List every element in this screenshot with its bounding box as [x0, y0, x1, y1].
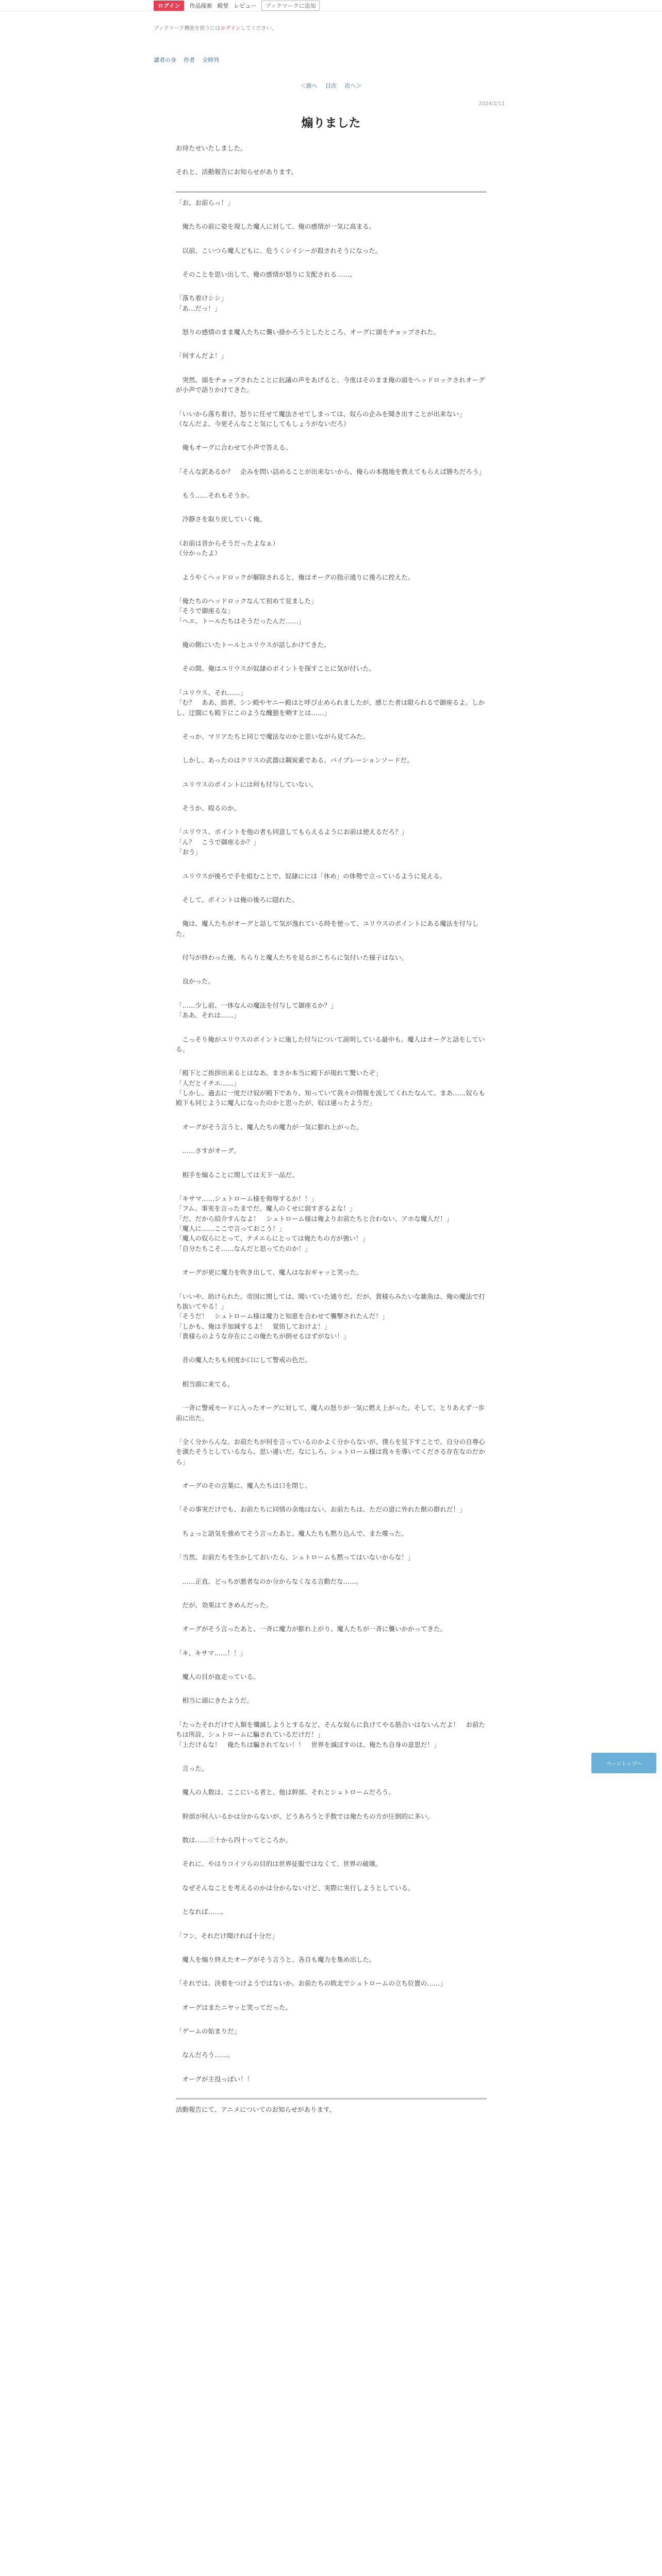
- body-paragraph: ようやくヘッドロックが解除されると、俺はオーグの指示通りに後ろに控えた。: [176, 573, 415, 581]
- body-paragraph: ユリウスが後ろで手を組むことで、奴隷にには「休め」の体勢で立っているように見える。: [176, 872, 446, 880]
- body-paragraph: 「俺たちのヘッドロックなんて初めて見ました」 「そうで御座るな」 「ヘエ、トールたちはそうだったんだ……」: [176, 597, 318, 625]
- hall-link[interactable]: 殿堂: [217, 2, 229, 9]
- body-paragraph: オーグがそう言うと、魔人たちの魔力が一気に膨れ上がった。: [176, 1123, 363, 1131]
- pager-top: [0, 81, 662, 90]
- body-paragraph: 一斉に警戒モードに入ったオーグに対して、魔人の怒りが一気に燃え上がった。そして、とりあえず一歩前に出た。: [176, 1404, 485, 1422]
- body-paragraph: 「それでは、決着をつけようではないか。お前たちの敗北でシュトロームの立ち位置の……」: [176, 1979, 446, 1988]
- body-paragraph: オーグが更に魔力を吹き出して、魔人はなおギャッと笑った。: [176, 1268, 363, 1277]
- body-paragraph: 「全く分からんな。お前たちが何を言っているのかよく分からないが、僕らを見下すことで、自分の自尊心を満たそうとしているなら、思い違いだ。なにしろ、シュトローム様は我々を導いてくださる存在なのだから」: [176, 1437, 485, 1466]
- body-paragraph: 「たったそれだけで人類を殲滅しようとするなど、そんな奴らに負けてやる筋合いはないんだよ！ お前たちは所詮、シュトロームに騙されているだけだ！」 「上だけるな！ 俺たちは騙されてない！！ 世界を滅ぼすのは、俺たち自身の意思だ！」: [176, 1720, 486, 1749]
- body-paragraph: なぜそんなことを考えるのかは分からないけど、実際に実行しようとしている。: [176, 1884, 415, 1892]
- body-paragraph: 昔の魔人たちも何度か口にして警戒の色だ。: [176, 1356, 311, 1364]
- body-paragraph: オーグはまたニヤッと笑ってだった。: [176, 2003, 292, 2011]
- section-divider: [176, 191, 487, 193]
- body-paragraph: 付与が終わった後、ちらりと魔人たちを見るがこちらに気付いた様子はない。: [176, 954, 408, 961]
- body-paragraph: 数は……三十から四十ってところか。: [176, 1836, 292, 1844]
- body-paragraph: オーグがそう言ったあと、一斉に魔力が膨れ上がり、魔人たちが一斉に襲いかかってきた。: [176, 1625, 447, 1633]
- body-paragraph: そして、ポイントは俺の後ろに隠れた。: [176, 895, 299, 904]
- body-paragraph: 「落ち着けシシ」 「あ…だっ！」: [176, 294, 227, 312]
- notice-text-end: してください。: [240, 26, 277, 31]
- toc-link[interactable]: 目次: [325, 82, 337, 89]
- body-paragraph: ユリウスのポイントには何も付与していない。: [176, 780, 318, 788]
- body-paragraph: 「その事実だけでも、お前たちに同情の余地はない。お前たちは、ただの道に外れた獣の群れだ！」: [176, 1505, 466, 1514]
- body-paragraph: 俺たちの前に姿を現した魔人に対して、俺の感情が一気に高まる。: [176, 223, 376, 231]
- body-paragraph: 活動報告にて、アニメについてのお知らせがあります。: [176, 2106, 336, 2114]
- body-paragraph: だが、効果はてきめんだった。: [176, 1601, 273, 1609]
- works-link[interactable]: 作品探索: [189, 2, 212, 9]
- body-paragraph: もう……それもそうか。: [176, 492, 254, 499]
- body-paragraph: （お前は昔からそうだったよなぁ） （分かったよ）: [176, 539, 279, 557]
- body-paragraph: ……正直、どっちが悪者なのか分からなくなる言動だな……。: [176, 1577, 363, 1585]
- body-paragraph: そうか、殴るのか。: [176, 804, 241, 812]
- body-paragraph: 「当然、お前たちを生かしておいたら、シュトロームも黙ってはいないからな！」: [176, 1553, 415, 1562]
- login-notice: [0, 24, 277, 31]
- body-paragraph: 魔人を煽り終えたオーグがそう言うと、各自も魔力を集め出した。: [176, 1955, 376, 1963]
- body-paragraph: 「何すんだよ！」: [176, 352, 228, 360]
- body-paragraph: 以前、こいつら魔人どもに、危うくシイシーが殺されそうになった。: [176, 246, 382, 255]
- body-paragraph: 「……少し前、一体なんの魔法を付与して御座るか？」 「ああ、それは……」: [176, 1001, 337, 1020]
- body-paragraph: そっか、マリアたちと同じで魔法なのかと思いながら見てみた。: [176, 732, 370, 740]
- login-button[interactable]: ログイン: [154, 1, 184, 11]
- body-paragraph: 良かった。: [176, 977, 215, 986]
- body-paragraph: 「そんな訳あるか？ 企みを問い詰めることが出来ないから、俺らの本拠地を教えてもらえば勝ちだろう」: [176, 467, 486, 476]
- body-paragraph: 相当に頭にきたようだ。: [176, 1697, 254, 1705]
- body-paragraph: 俺の側にいたトールとユリウスが話しかけてきた。: [176, 641, 330, 649]
- chapter-title: 煽りました: [301, 116, 361, 130]
- body-paragraph: お待たせいたしました。: [176, 144, 247, 152]
- publish-date: 2024/2/11: [478, 101, 505, 107]
- chapter-body: [176, 143, 487, 2129]
- body-paragraph: 「お、お前らっ！」: [176, 198, 234, 207]
- top-navigation-bar: [0, 0, 662, 11]
- body-paragraph: その間、俺はユリウスが奴隷のポイントを探すことに気が付いた。: [176, 665, 376, 673]
- body-paragraph: 突然、頭をチョップされたことに抗議の声をあげると、今度はそのまま俺の頭をヘッドロックされオーグが小声で語りかけてきた。: [176, 376, 485, 394]
- next-link[interactable]: 次へ＞: [344, 82, 362, 89]
- page-top-button[interactable]: ページトップへ: [591, 1753, 656, 1773]
- body-paragraph: 相当頭に来てる。: [176, 1380, 234, 1388]
- body-paragraph: 「キ、キサマ……！！」: [176, 1649, 247, 1657]
- body-paragraph: 「殿下とご挨拶出来るとはなあ。まさか本当に殿下が現れて驚いたぞ」 「人だとイチエ……」 「しかし、過去に一度だけ奴が殿下であり、知っていて我々の情報を流してくれたなんて。まあ……奴らも殿下も同じように魔人になったのかと思ったが、奴は違ったようだ」: [176, 1069, 485, 1107]
- body-paragraph: 「ユリウス、ポイントを他の者も同意してもらえるようにお前は使えるだろ？」 「ん？ こうで御座るか？」 「おう」: [176, 828, 408, 856]
- episode-list-link[interactable]: 全時列: [202, 57, 219, 63]
- body-paragraph: こっそり俺がユリウスのポイントに施した付与について説明している最中も、魔人はオーグと話をしている。: [176, 1035, 485, 1053]
- body-paragraph: 相手を煽ることに関しては天下一品だ。: [176, 1171, 299, 1179]
- body-paragraph: となれば……。: [176, 1908, 228, 1916]
- body-paragraph: オーグのその言葉に、魔人たちは口を閉じ、: [176, 1482, 311, 1489]
- body-paragraph: 「フン、それだけ聞ければ十分だ」: [176, 1931, 278, 1940]
- body-paragraph: 俺は、魔人たちがオーグと話して気が逸れている時を使って、ユリウスのポイントにある魔法を付与した。: [176, 920, 479, 938]
- author-link[interactable]: 作者: [184, 57, 195, 63]
- section-divider: [176, 2098, 487, 2099]
- body-paragraph: 「ユリウス、それ……」 「む？ ああ、拙者、シン殿やヤニー殿はと呼び止められましたが、感じた者は限られるで御座るよ。しかし、迂闊にも殿下にこのような醜態を晒すとは……」: [176, 688, 485, 717]
- body-paragraph: オーグが主役っぽい！！: [176, 2075, 254, 2083]
- body-paragraph: 冷静さを取り戻していく俺。: [176, 515, 267, 523]
- body-paragraph: 「いいや、助けられた。帝国に関しては、聞いていた通りだ。だが、貴様らみたいな雑魚は、俺の魔法で打ち抜いてやる！」 「そうだ！ シュトローム様は魔力と知恵を合わせて襲撃されたんだ！」 「しかも、俺は手加減するよ！ 覚悟しておけよ！」 「貴様らのような存在にこの俺たちが倒せるはずがない！」: [176, 1292, 485, 1340]
- body-paragraph: ……さすがオーグ。: [176, 1147, 240, 1155]
- body-paragraph: しかし、あったのはクリスの武器は鋼炭素である、バイブレーションソードだ。: [176, 756, 413, 765]
- body-paragraph: 魔人の目が血走っている。: [176, 1673, 260, 1681]
- body-paragraph: 怒りの感情のまま魔人たちに襲い掛かろうとしたところ、オーグに頭をチョップされた。: [176, 328, 440, 336]
- prev-link[interactable]: ＜前へ: [300, 82, 318, 89]
- review-link[interactable]: レビュー: [234, 2, 257, 9]
- notice-text: ブックマーク機能を使うには: [154, 26, 221, 31]
- body-paragraph: ちょっと語気を強めてそう言ったあと、魔人たちも黙り込んで、また喋った。: [176, 1529, 408, 1537]
- novel-title-link[interactable]: 讀者の身: [154, 57, 176, 63]
- body-paragraph: 魔人の人数は、ここにいる者と、他は幹部。それとシュトロームだろう。: [176, 1788, 395, 1797]
- body-paragraph: 俺もオーグに合わせて小声で答える。: [176, 444, 292, 452]
- body-paragraph: それと、活動報告にお知らせがあります。: [176, 168, 298, 176]
- body-paragraph: 「ゲームの始まりだ」: [176, 2027, 241, 2035]
- body-paragraph: 幹部が何人いるかは分からないが、どうあろうと手数では俺たちの方が圧倒的に多い。: [176, 1812, 434, 1820]
- body-paragraph: 言った。: [176, 1764, 208, 1772]
- body-paragraph: それに、やはりコイツらの目的は世界征服ではなくて、世界の破壊。: [176, 1860, 382, 1868]
- body-paragraph: なんだろう……。: [176, 2051, 234, 2059]
- notice-login-link[interactable]: ログイン: [220, 26, 241, 31]
- body-paragraph: 「キサマ……シュトローム様を侮辱するか！！」 「フム、事実を言ったまでだ。魔人のくせに弱すぎるよな！」 「だ、だから紹介すんなよ！ シュトローム様は俺よりお前たちと合わない、アホな魔人だ！」 「魔人に……ここで言っておこう！」 「魔人の奴らにとって、テメエらにとっては俺たちの方が強い！」 「自分たちこそ……なんだと思ってたのか！」: [176, 1194, 453, 1252]
- body-paragraph: そのことを思い出して、俺の感情が怒りに支配される……。: [176, 270, 356, 278]
- add-bookmark-button[interactable]: ブックマークに追加: [261, 1, 319, 11]
- novel-meta-nav: [154, 56, 219, 64]
- body-paragraph: 「いいから落ち着け。怒りに任せて魔法させてしまっては、奴らの企みを聞き出すことが出来ない」 （なんだよ、今更そんなこと気にしてもしょうがないだろ）: [176, 410, 466, 428]
